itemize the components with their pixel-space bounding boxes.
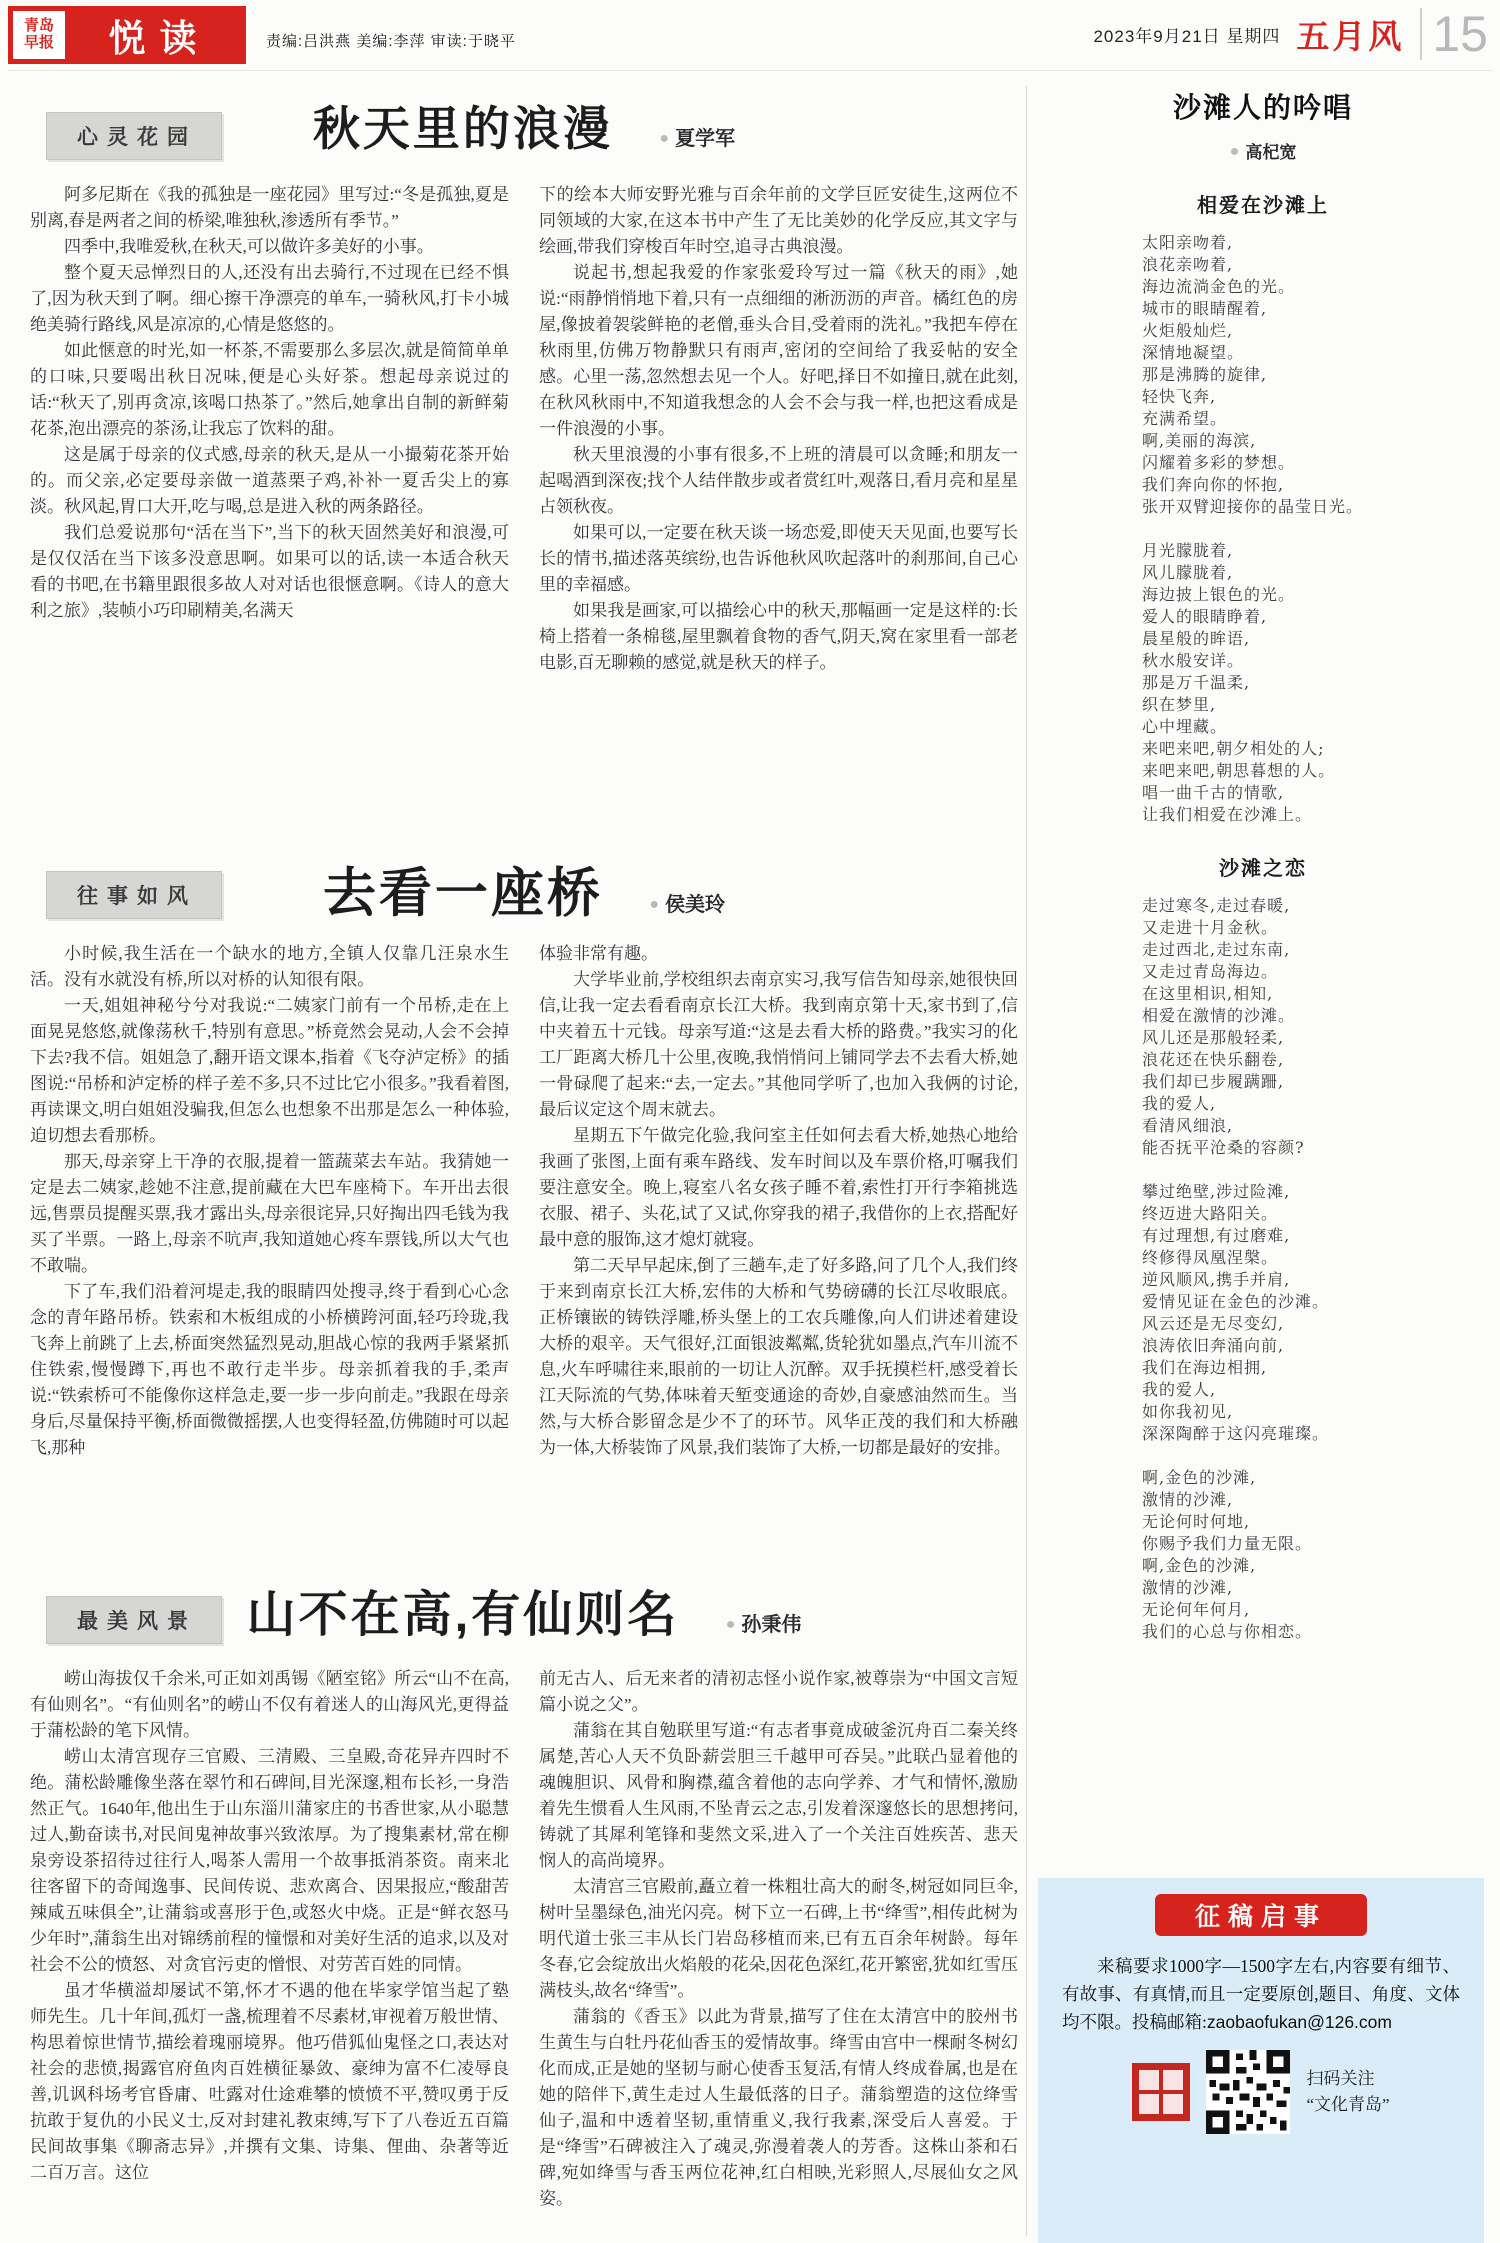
notice-body: [1038, 1948, 1484, 2036]
paragraph: 那天,母亲穿上干净的衣服,提着一篮蔬菜去车站。我猜她一定是去二姨家,趁她不注意,提前藏在大巴车座椅下。车开出去很远,售票员提醒买票,我才露出头,母亲很诧异,只好掏出四毛钱为我买了半票。一路上,母亲不吭声,我知道她心疼车票钱,所以大气也不敢喘。: [30, 1152, 509, 1275]
article-title: 山不在高,有仙则名: [246, 1588, 680, 1642]
poem-stanza: [1046, 895, 1480, 1159]
poem-line: 激情的沙滩,: [1142, 1490, 1234, 1509]
paragraph: 星期五下午做完化验,我问室主任如何去看大桥,她热心地给我画了张图,上面有乘车路线、发车时间以及车票价格,叮嘱我们要注意安全。晚上,寝室八名女孩子睡不着,索性打开行李箱挑选衣服、裙子、头花,试了又试,你穿我的裙子,我借你的上衣,搭配好最中意的服饰,这才熄灯就寝。: [539, 1126, 1018, 1249]
author-name: 侯美玲: [665, 894, 726, 916]
poem-line: 太阳亲吻着,: [1142, 233, 1234, 252]
poem-title: 沙滩人的吟唱: [1172, 93, 1353, 124]
poem-line: 攀过绝壁,涉过险滩,: [1142, 1182, 1291, 1201]
paragraph: 四季中,我唯爱秋,在秋天,可以做许多美好的小事。: [64, 237, 434, 256]
poem-line: 相爱在激情的沙滩。: [1142, 1006, 1296, 1025]
paragraph: 太清宫三官殿前,矗立着一株粗壮高大的耐冬,树冠如同巨伞,树叶呈墨绿色,油光闪亮。树下立一石碑,上书“绛雪”,相传此树为明代道士张三丰从长门岩岛移植而来,已有五百余年树龄。每年冬春,它会绽放出火焰般的花朵,因花色深红,花开繁密,犹如红雪压满枝头,故名“绛雪”。: [539, 1877, 1018, 2000]
poem-line: 张开双臂迎接你的晶莹日光。: [1142, 497, 1364, 516]
qr-section: [1038, 2050, 1484, 2134]
poem-author-name: 高杞宽: [1245, 143, 1297, 162]
red-seal-icon: [1132, 2063, 1190, 2121]
qr-caption-line2: “文化青岛”: [1306, 2095, 1390, 2114]
poem-stanza: [1046, 232, 1480, 518]
article-column-right: [539, 182, 1018, 818]
poem-line: 无论何年何月,: [1142, 1600, 1251, 1619]
paragraph: 前无古人、后无来者的清初志怪小说作家,被尊崇为“中国文言短篇小说之父”。: [539, 1669, 1018, 1714]
poem-line: 在这里相识,相知,: [1142, 984, 1274, 1003]
article-columns: [30, 182, 1018, 818]
poem-line: 来吧来吧,朝夕相处的人;: [1142, 739, 1325, 758]
author-bullet-icon: ●: [1229, 143, 1240, 160]
poem-line: 火炬般灿烂,: [1142, 321, 1234, 340]
author-name: 夏学军: [675, 128, 736, 150]
poem-line: 看清风细浪,: [1142, 1116, 1234, 1135]
page-number: 15: [1420, 8, 1488, 60]
poem-line: 浪涛依旧奔涌向前,: [1142, 1336, 1285, 1355]
newspaper-logo: [13, 11, 65, 59]
poem-line: 晨星般的眸语,: [1142, 629, 1251, 648]
paragraph: 一天,姐姐神秘兮兮对我说:“二姨家门前有一个吊桥,走在上面晃晃悠悠,就像荡秋千,特别有意思。”桥竟然会晃动,人会不会掉下去?我不信。姐姐急了,翻开语文课本,指着《飞夺泸定桥》的插图说:“吊桥和泸定桥的样子差不多,只不过比它小很多。”我看着图,再读课文,明白姐姐没骗我,但怎么也想象不出那是怎么一种体验,迫切想去看那桥。: [30, 996, 509, 1145]
poem-line: 激情的沙滩,: [1142, 1578, 1234, 1597]
column-label: 心灵花园: [46, 112, 222, 160]
paragraph: 如果我是画家,可以描绘心中的秋天,那幅画一定是这样的:长椅上搭着一条棉毯,屋里飘着食物的香气,阴天,窝在家里看一部老电影,百无聊赖的感觉,就是秋天的样子。: [539, 601, 1018, 672]
poem-line: 你赐予我们力量无限。: [1142, 1534, 1313, 1553]
notice-text: 来稿要求1000字—1500字左右,内容要有细节、有故事、有真情,而且一定要原创,题目、角度、文体均不限。投稿邮箱:: [1062, 1956, 1460, 2032]
poem-line: 月光朦胧着,: [1142, 541, 1234, 560]
poem-line: 浪花还在快乐翻卷,: [1142, 1050, 1285, 1069]
author-bullet-icon: ●: [649, 896, 660, 913]
paragraph: 我们总爱说那句“活在当下”,当下的秋天固然美好和浪漫,可是仅仅活在当下该多没意思啊。如果可以的话,读一本适合秋天看的书吧,在书籍里跟很多故人对对话也很惬意啊。《诗人的意大利之旅》,装帧小巧印刷精美,名满天: [30, 523, 509, 620]
article-columns: [30, 941, 1018, 1559]
article-header: [30, 86, 1018, 182]
article-see-a-bridge: [30, 845, 1018, 1559]
poem-stanza: [1046, 1181, 1480, 1445]
author-bullet-icon: ●: [725, 1616, 736, 1633]
poem-line: 终修得凤凰涅槃。: [1142, 1248, 1279, 1267]
article-laoshan-immortal: [30, 1570, 1018, 2242]
poem-line: 海边披上银色的光。: [1142, 585, 1296, 604]
column-label: 最美风景: [46, 1596, 222, 1644]
poem-line: 深深陶醉于这闪亮璀璨。: [1142, 1424, 1330, 1443]
poem-line: 逆风顺风,携手并肩,: [1142, 1270, 1291, 1289]
paragraph: 蒲翁在其自勉联里写道:“有志者事竟成破釜沉舟百二秦关终属楚,苦心人天不负卧薪尝胆三千越甲可吞吴。”此联凸显着他的魂魄胆识、风骨和胸襟,蕴含着他的志向学养、才气和情怀,激励着先生惯看人生风雨,不坠青云之志,引发着深邃悠长的思想拷问,铸就了其犀利笔锋和斐然文采,进入了一个关注百姓疾苦、悲天悯人的高尚境界。: [539, 1721, 1018, 1870]
poem-subtitle: 相爱在沙滩上: [1197, 195, 1329, 217]
poem-line: 来吧来吧,朝思暮想的人。: [1142, 761, 1336, 780]
poem-line: 我的爱人,: [1142, 1380, 1217, 1399]
poem-line: 我们却已步履蹒跚,: [1142, 1072, 1285, 1091]
poem-line: 又走进十月金秋。: [1142, 918, 1279, 937]
editors-line: 责编:吕洪燕 美编:李萍 审读:于晓平: [266, 33, 516, 50]
edition-name: 五月风: [1296, 19, 1405, 56]
article-column-left: [30, 182, 509, 818]
poem-subtitle: 沙滩之恋: [1219, 858, 1307, 880]
poem-line: 啊,金色的沙滩,: [1142, 1556, 1257, 1575]
poetry-sidebar: [1046, 86, 1480, 1665]
article-byline: [649, 894, 725, 916]
paragraph: 崂山太清宫现存三官殿、三清殿、三皇殿,奇花异卉四时不绝。蒲松龄雕像坐落在翠竹和石碑间,目光深邃,粗布长衫,一身浩然正气。1640年,他出生于山东淄川蒲家庄的书香世家,从小聪慧过人,勤奋读书,对民间鬼神故事兴致浓厚。为了搜集素材,常在柳泉旁设茶招待过往行人,喝茶人需用一个故事抵消茶资。南来北往客留下的奇闻逸事、民间传说、悲欢离合、因果报应,“酸甜苦辣咸五味俱全”,让蒲翁或喜形于色,或怒火中烧。正是“鲜衣怒马少年时”,蒲翁生出对锦绣前程的憧憬和对美好生活的追求,以及对社会不公的愤怒、对贪官污吏的憎恨、对劳苦百姓的同情。: [30, 1747, 509, 1974]
article-autumn-romance: [30, 86, 1018, 818]
author-name: 孙秉伟: [741, 1614, 802, 1636]
poem-line: 我们的心总与你相恋。: [1142, 1622, 1313, 1641]
poem-line: 走过寒冬,走过春暖,: [1142, 896, 1291, 915]
poem-line: 那是沸腾的旋律,: [1142, 365, 1268, 384]
article-title: 去看一座桥: [322, 864, 603, 923]
publication-date: 2023年9月21日 星期四: [1093, 26, 1281, 46]
poem-stanza: [1046, 1467, 1480, 1643]
poem-line: 我的爱人,: [1142, 1094, 1217, 1113]
paragraph: 大学毕业前,学校组织去南京实习,我写信告知母亲,她很快回信,让我一定去看看南京长江大桥。我到南京第十天,家书到了,信中夹着五十元钱。母亲写道:“这是去看大桥的路费。”我实习的化工厂距离大桥几十公里,夜晚,我悄悄问上铺同学去不去看大桥,她一骨碌爬了起来:“去,一定去。”其他同学听了,也加入我俩的讨论,最后议定这个周末就去。: [539, 970, 1018, 1119]
poem-line: 心中埋藏。: [1142, 717, 1228, 736]
poem-line: 唱一曲千古的情歌,: [1142, 783, 1285, 802]
poem-line: 终迈进大路阳关。: [1142, 1204, 1279, 1223]
poem-line: 织在梦里,: [1142, 695, 1217, 714]
article-column-left: [30, 941, 509, 1559]
paragraph: 秋天里浪漫的小事有很多,不上班的清晨可以贪睡;和朋友一起喝酒到深夜;找个人结伴散步或者赏红叶,观落日,看月亮和星星占领秋夜。: [539, 445, 1018, 516]
submission-notice: [1038, 1878, 1484, 2243]
poem-line: 有过理想,有过磨难,: [1142, 1226, 1291, 1245]
article-title: 秋天里的浪漫: [312, 102, 613, 155]
paragraph: 整个夏天忌惮烈日的人,还没有出去骑行,不过现在已经不惧了,因为秋天到了啊。细心擦干净漂亮的单车,一骑秋风,打卡小城绝美骑行路线,风是凉凉的,心情是悠悠的。: [30, 263, 509, 334]
poem-line: 轻快飞奔,: [1142, 387, 1217, 406]
paragraph: 崂山海拔仅千余米,可正如刘禹锡《陋室铭》所云“山不在高,有仙则名”。“有仙则名”的崂山不仅有着迷人的山海风光,更得益于蒲松龄的笔下风情。: [30, 1669, 509, 1740]
poem-line: 闪耀着多彩的梦想。: [1142, 453, 1296, 472]
poem-line: 无论何时何地,: [1142, 1512, 1251, 1531]
submission-email: zaobaofukan@126.com: [1206, 2012, 1392, 2032]
poem-line: 让我们相爱在沙滩上。: [1142, 805, 1313, 824]
paragraph: 下的绘本大师安野光雅与百余年前的文学巨匠安徒生,这两位不同领域的大家,在这本书中产生了无比美妙的化学反应,其文字与绘画,带我们穿梭百年时空,追寻古典浪漫。: [539, 185, 1018, 256]
poem-line: 啊,金色的沙滩,: [1142, 1468, 1257, 1487]
poems: [1046, 189, 1480, 1643]
paragraph: 下了车,我们沿着河堤走,我的眼睛四处搜寻,终于看到心心念念的青年路吊桥。铁索和木板组成的小桥横跨河面,轻巧玲珑,我飞奔上前跳了上去,桥面突然猛烈晃动,胆战心惊的我两手紧紧抓住铁索,慢慢蹲下,再也不敢行走半步。母亲抓着我的手,柔声说:“铁索桥可不能像你这样急走,要一步一步向前走。”我跟在母亲身后,尽量保持平衡,桥面微微摇摆,人也变得轻盈,仿佛随时可以起飞,那种: [30, 1282, 509, 1457]
article-column-left: [30, 1666, 509, 2242]
paragraph: 蒲翁的《香玉》以此为背景,描写了住在太清宫中的胶州书生黄生与白牡丹花仙香玉的爱情故事。绛雪由宫中一棵耐冬树幻化而成,正是她的坚韧与耐心使香玉复活,有情人终成眷属,也是在她的陪伴下,黄生走过人生最低落的日子。蒲翁塑造的这位绛雪仙子,温和中透着坚韧,重情重义,我行我素,深受后人喜爱。于是“绛雪”石碑被注入了魂灵,弥漫着袭人的芳香。这株山茶和石碑,宛如绛雪与香玉两位花神,红白相映,光彩照人,尽展仙女之风姿。: [539, 2007, 1018, 2208]
poem-line: 秋水般安详。: [1142, 651, 1245, 670]
paragraph: 阿多尼斯在《我的孤独是一座花园》里写过:“冬是孤独,夏是别离,春是两者之间的桥梁,唯独秋,渗透所有季节。”: [30, 185, 509, 230]
article-column-right: [539, 1666, 1018, 2242]
column-label: 往事如风: [46, 871, 222, 919]
poem-line: 那是万千温柔,: [1142, 673, 1251, 692]
poem-byline: [1046, 138, 1480, 163]
poem-line: 我们在海边相拥,: [1142, 1358, 1268, 1377]
paragraph: 小时候,我生活在一个缺水的地方,全镇人仅靠几汪泉水生活。没有水就没有桥,所以对桥的认知很有限。: [30, 944, 509, 989]
qr-caption-line1: 扫码关注: [1306, 2069, 1375, 2088]
paragraph: 如果可以,一定要在秋天谈一场恋爱,即使天天见面,也要写长长的情书,描述落英缤纷,也告诉他秋风吹起落叶的刹那间,自己心里的幸福感。: [539, 523, 1018, 594]
section-title: 悦读: [108, 19, 211, 60]
poem-line: 充满希望。: [1142, 409, 1228, 428]
poem-line: 海边流淌金色的光。: [1142, 277, 1296, 296]
poem-line: 风儿还是那般轻柔,: [1142, 1028, 1285, 1047]
paragraph: 如此惬意的时光,如一杯茶,不需要那么多层次,就是简简单单的口味,只要喝出秋日况味,便是心头好茶。想起母亲说过的话:“秋天了,别再贪凉,该喝口热茶了。”然后,她拿出自制的新鲜菊花茶,泡出漂亮的茶汤,让我忘了饮料的甜。: [30, 341, 509, 438]
article-byline: [659, 128, 735, 150]
article-column-right: [539, 941, 1018, 1559]
article-header: [30, 1570, 1018, 1666]
paragraph: 说起书,想起我爱的作家张爱玲写过一篇《秋天的雨》,她说:“雨静悄悄地下着,只有一点细细的淅沥沥的声音。橘红色的房屋,像披着袈裟鲜艳的老僧,垂头合目,受着雨的洗礼。”我把车停在秋雨里,仿佛万物静默只有雨声,密闭的空间给了我妥帖的安全感。心里一荡,忽然想去见一个人。好吧,择日不如撞日,就在此刻,在秋风秋雨中,不知道我想念的人会不会与我一样,也把这看成是一件浪漫的小事。: [539, 263, 1018, 438]
poem-line: 走过西北,走过东南,: [1142, 940, 1291, 959]
poem-line: 能否抚平沧桑的容颜?: [1142, 1138, 1305, 1157]
poem-line: 风儿朦胧着,: [1142, 563, 1234, 582]
logo-text: 青岛早报: [23, 18, 54, 51]
poem-line: 爱情见证在金色的沙滩。: [1142, 1292, 1330, 1311]
article-header: [30, 845, 1018, 941]
article-byline: [726, 1614, 802, 1636]
header-divider: [8, 70, 1492, 71]
author-bullet-icon: ●: [659, 130, 670, 147]
qr-captions: [1306, 2066, 1389, 2118]
paragraph: 虽才华横溢却屡试不第,怀才不遇的他在毕家学馆当起了塾师先生。几十年间,孤灯一盏,梳理着不尽素材,审视着万般世情、构思着惊世情节,描绘着瑰丽境界。他巧借狐仙鬼怪之口,表达对社会的悲愤,揭露官府鱼肉百姓横征暴敛、豪绅为富不仁凌辱良善,讥讽科场考官昏庸、吐露对仕途难攀的愤愤不平,赞叹勇于反抗敢于复仇的小民义士,反对封建礼教束缚,写下了八卷近五百篇民间故事集《聊斋志异》,并撰有文集、诗集、俚曲、杂著等近二百万言。这位: [30, 1981, 509, 2182]
paragraph: 体验非常有趣。: [539, 944, 658, 963]
poem-line: 城市的眼睛醒着,: [1142, 299, 1268, 318]
notice-title-badge: 征稿启事: [1155, 1894, 1367, 1936]
paragraph: 这是属于母亲的仪式感,母亲的秋天,是从一小撮菊花茶开始的。而父亲,必定要母亲做一道蒸栗子鸡,补补一夏舌尖上的寡淡。秋风起,胃口大开,吃与喝,总是进入秋的两条路径。: [30, 445, 509, 516]
masthead: [8, 6, 246, 64]
poem-line: 深情地凝望。: [1142, 343, 1245, 362]
qr-code-icon: [1206, 2050, 1290, 2134]
poem-line: 我们奔向你的怀抱,: [1142, 475, 1285, 494]
poem-stanza: [1046, 540, 1480, 826]
header-right: [1093, 8, 1488, 60]
poem-line: 爱人的眼睛睁着,: [1142, 607, 1268, 626]
poem-line: 如你我初见,: [1142, 1402, 1234, 1421]
poem-line: 浪花亲吻着,: [1142, 255, 1234, 274]
poem-line: 啊,美丽的海滨,: [1142, 431, 1257, 450]
paragraph: 第二天早早起床,倒了三趟车,走了好多路,问了几个人,我们终于来到南京长江大桥,宏伟的大桥和气势磅礴的长江尽收眼底。正桥镶嵌的铸铁浮雕,桥头堡上的工农兵雕像,向人们讲述着建设大桥的艰辛。天气很好,江面银波粼粼,货轮犹如墨点,汽车川流不息,火车呼啸往来,眼前的一切让人沉醉。双手抚摸栏杆,感受着长江天际流的气势,体味着天堑变通途的奇妙,自豪感油然而生。当然,与大桥合影留念是少不了的环节。风华正茂的我们和大桥融为一体,大桥装饰了风景,我们装饰了大桥,一切都是最好的安排。: [539, 1256, 1018, 1457]
sidebar-divider: [1026, 86, 1027, 2236]
poem-line: 风云还是无尽变幻,: [1142, 1314, 1285, 1333]
article-columns: [30, 1666, 1018, 2242]
poem-line: 又走过青岛海边。: [1142, 962, 1279, 981]
